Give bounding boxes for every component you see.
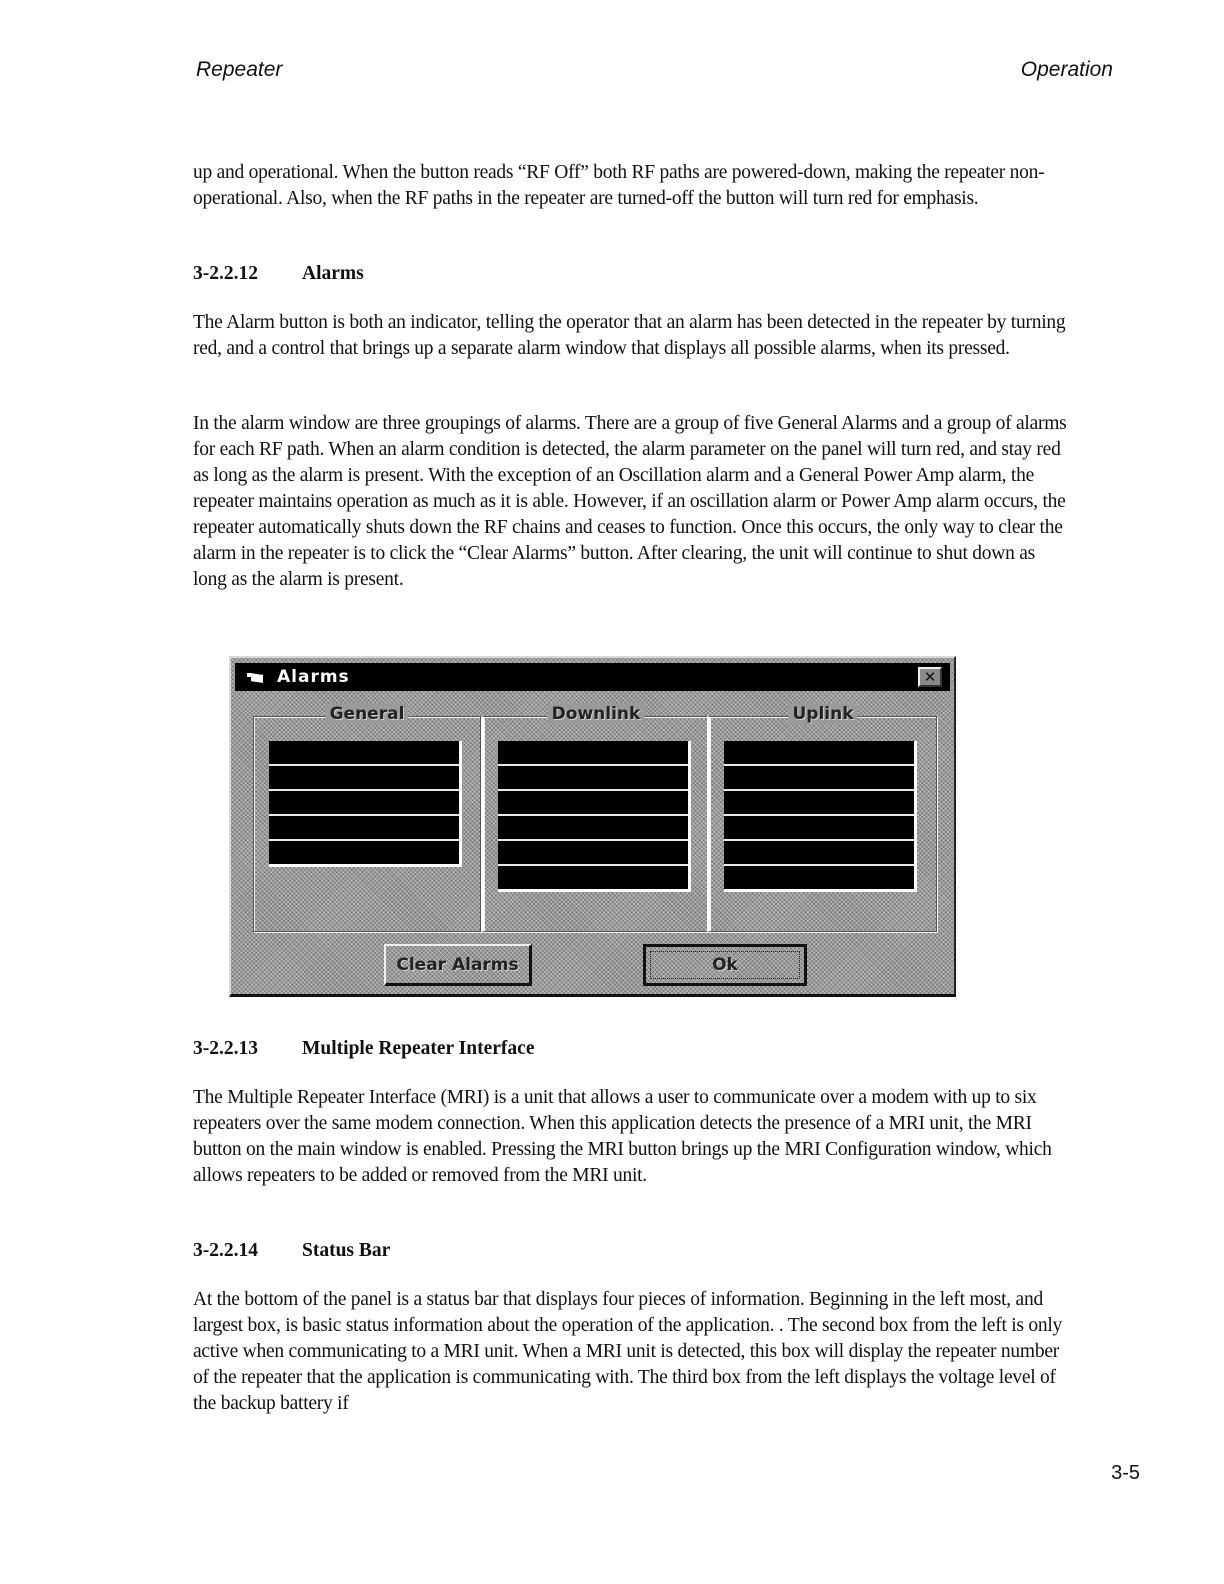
alarm-indicator <box>498 791 688 816</box>
alarm-indicator <box>498 841 688 866</box>
general-alarm-group <box>253 704 481 932</box>
group-label-uplink: Uplink <box>788 704 857 724</box>
section-number: 3-2.2.13 <box>193 1038 258 1059</box>
alarm-indicator <box>724 841 914 866</box>
alarm-indicator <box>724 741 914 766</box>
alarm-indicator <box>269 741 459 766</box>
group-label-downlink: Downlink <box>548 704 645 724</box>
close-icon: ✕ <box>923 668 937 686</box>
alarms-dialog <box>229 656 956 997</box>
running-head-right: Operation <box>1020 58 1113 81</box>
alarm-indicator <box>724 866 914 889</box>
alarm-indicator <box>269 766 459 791</box>
uplink-alarm-list <box>724 741 917 892</box>
dialog-title: Alarms <box>277 667 350 687</box>
clear-alarms-label: Clear Alarms <box>396 954 519 975</box>
section-title: Status Bar <box>302 1240 391 1261</box>
section-title: Alarms <box>302 263 364 284</box>
alarm-indicator <box>498 741 688 766</box>
section-number: 3-2.2.14 <box>193 1240 258 1261</box>
status-bar-paragraph: At the bottom of the panel is a status bar that displays four pieces of information. Beginning in the left most, and largest box, is basic status information about the operation of the application. . The second box from the left is only active when communicating to a MRI unit. When a MRI unit is detected, this box will display the repeater number of the repeater that the application is communicating with. The third box from the left displays the voltage level of the backup battery if <box>193 1289 1063 1414</box>
section-title: Multiple Repeater Interface <box>302 1038 535 1059</box>
alarm-indicator <box>269 791 459 816</box>
ok-button[interactable] <box>643 944 807 986</box>
focus-rectangle <box>650 951 800 979</box>
close-button[interactable] <box>918 667 942 687</box>
alarms-paragraph-2: In the alarm window are three groupings of alarms. There are a group of five General Alarms and a group of alarms for each RF path. When an alarm condition is detected, the alarm parameter on the panel will turn red, and stay red as long as the alarm is present. With the exception of an Oscillation alarm and a General Power Amp alarm, the repeater maintains operation as much as it is able. However, if an oscillation alarm or Power Amp alarm occurs, the repeater automatically shuts down the RF chains and ceases to function. Once this occurs, the only way to clear the alarm in the repeater is to click the “Clear Alarms” button. After clearing, the unit will continue to shut down as long as the alarm is present. <box>193 413 1067 590</box>
downlink-alarm-list <box>498 741 691 892</box>
window-icon <box>247 673 263 682</box>
mri-paragraph: The Multiple Repeater Interface (MRI) is a unit that allows a user to communicate over a modem with up to six repeaters over the same modem connection. When this application detects the presence of a MRI unit, the MRI button on the main window is enabled. Pressing the MRI button brings up the MRI Configuration window, which allows repeaters to be added or removed from the MRI unit. <box>193 1087 1052 1186</box>
page-number: 3-5 <box>1111 1462 1140 1484</box>
alarm-indicator <box>724 791 914 816</box>
intro-paragraph: up and operational. When the button reads “RF Off” both RF paths are powered-down, making the repeater non-operational. Also, when the RF paths in the repeater are turned-off the button will turn red for emphasis. <box>193 162 1045 209</box>
dialog-titlebar[interactable] <box>235 663 950 691</box>
alarm-indicator <box>724 766 914 791</box>
uplink-alarm-group <box>707 704 937 932</box>
ok-label: Ok <box>712 955 738 975</box>
clear-alarms-button[interactable] <box>384 944 532 986</box>
section-number: 3-2.2.12 <box>193 263 258 284</box>
alarm-indicator <box>498 866 688 889</box>
general-alarm-list <box>269 741 462 867</box>
alarm-indicator <box>498 766 688 791</box>
group-label-general: General <box>326 704 409 724</box>
alarm-indicator <box>498 816 688 841</box>
alarm-indicator <box>269 816 459 841</box>
alarms-paragraph-1: The Alarm button is both an indicator, telling the operator that an alarm has been detected in the repeater by turning red, and a control that brings up a separate alarm window that displays all possible alarms, when its pressed. <box>193 312 1066 359</box>
section-heading-alarms <box>193 263 364 285</box>
section-heading-status-bar <box>193 1240 390 1262</box>
running-head-left: Repeater <box>196 58 283 81</box>
section-heading-mri <box>193 1038 534 1060</box>
alarm-indicator <box>269 841 459 864</box>
alarm-indicator <box>724 816 914 841</box>
downlink-alarm-group <box>481 704 709 932</box>
